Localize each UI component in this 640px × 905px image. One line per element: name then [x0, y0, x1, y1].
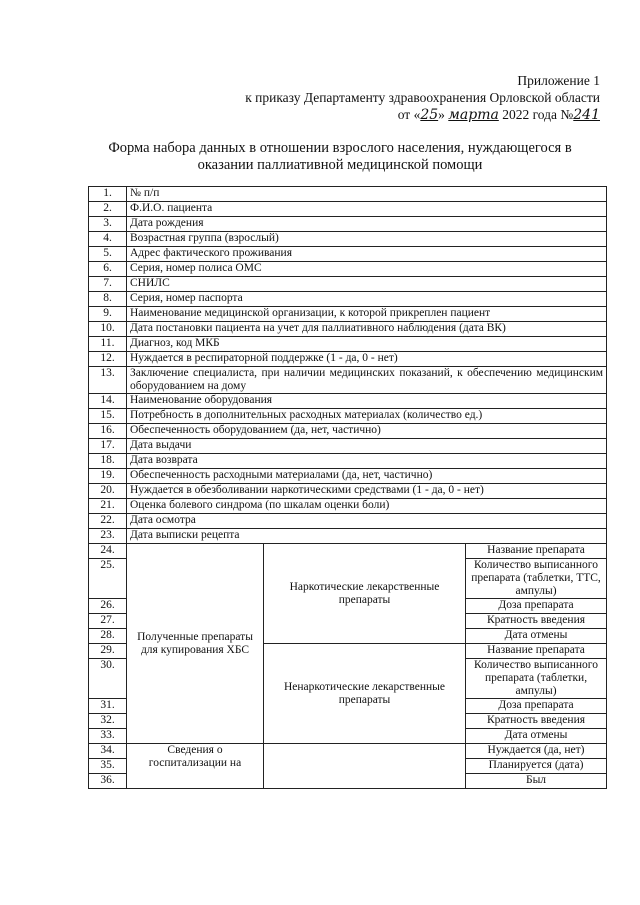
date-mid: »: [438, 107, 445, 122]
table-row: [89, 367, 607, 394]
row-number: 9.: [89, 307, 127, 322]
row-field-name: Дата рождения: [127, 217, 607, 232]
row-number: 34.: [89, 744, 127, 759]
table-row: [89, 424, 607, 439]
order-reference: к приказу Департаменту здравоохранения Орловской области: [245, 90, 600, 105]
row-number: 7.: [89, 277, 127, 292]
row-number: 35.: [89, 759, 127, 774]
row-number: 33.: [89, 729, 127, 744]
row-field-name: Оценка болевого синдрома (по шкалам оценки боли): [127, 499, 607, 514]
row-number: 12.: [89, 352, 127, 367]
row-number: 5.: [89, 247, 127, 262]
row-number: 19.: [89, 469, 127, 484]
row-number: 28.: [89, 629, 127, 644]
row-field-name: Нуждается в респираторной поддержке (1 - да, 0 - нет): [127, 352, 607, 367]
row-field-name: Нуждается в обезболивании наркотическими средствами (1 - да, 0 - нет): [127, 484, 607, 499]
table-row: [89, 409, 607, 424]
row-field-name: СНИЛС: [127, 277, 607, 292]
row-number: 17.: [89, 439, 127, 454]
row-number: 13.: [89, 367, 127, 394]
row-number: 27.: [89, 614, 127, 629]
table-row: [89, 352, 607, 367]
row-number: 2.: [89, 202, 127, 217]
row-field-name: Доза препарата: [466, 699, 607, 714]
appendix-label: Приложение 1: [517, 73, 600, 88]
row-number: 16.: [89, 424, 127, 439]
group-narcotic-label: Наркотические лекарственные препараты: [264, 544, 466, 644]
row-number: 11.: [89, 337, 127, 352]
row-field-name: Был: [466, 774, 607, 789]
order-date-line: [398, 106, 600, 124]
row-number: 15.: [89, 409, 127, 424]
handwritten-month: марта: [448, 107, 499, 123]
row-field-name: Доза препарата: [466, 599, 607, 614]
row-field-name: Дата выдачи: [127, 439, 607, 454]
form-title: Форма набора данных в отношении взрослого населения, нуждающегося в оказании паллиативной медицинской помощи: [108, 140, 572, 173]
row-field-name: Количество выписанного препарата (таблетки, ампулы): [466, 659, 607, 699]
group-hbs-label: Полученные препараты для купирования ХБС: [127, 544, 264, 744]
group-hospitalization-empty: [264, 744, 466, 789]
row-number: 26.: [89, 599, 127, 614]
row-field-name: Дата постановки пациента на учет для паллиативного наблюдения (дата ВК): [127, 322, 607, 337]
table-row: [89, 262, 607, 277]
table-row: [89, 394, 607, 409]
row-field-name: Планируется (дата): [466, 759, 607, 774]
handwritten-day: 25: [420, 107, 439, 123]
row-field-name: Потребность в дополнительных расходных материалах (количество ед.): [127, 409, 607, 424]
row-field-name: Дата осмотра: [127, 514, 607, 529]
table-row: [89, 499, 607, 514]
handwritten-order-number: 241: [573, 107, 600, 123]
row-field-name: Кратность введения: [466, 614, 607, 629]
row-field-name: Количество выписанного препарата (таблетки, ТТС, ампулы): [466, 559, 607, 599]
table-row: [89, 202, 607, 217]
table-row: [89, 232, 607, 247]
table-row: [89, 529, 607, 544]
group-non_narcotic-label: Ненаркотические лекарственные препараты: [264, 644, 466, 744]
row-field-name: Заключение специалиста, при наличии медицинских показаний, к обеспечению медицинским оборудованием на дому: [127, 367, 607, 394]
row-number: 8.: [89, 292, 127, 307]
row-field-name: Дата возврата: [127, 454, 607, 469]
group-hospitalization-label: Сведения о госпитализации на: [127, 744, 264, 789]
row-number: 6.: [89, 262, 127, 277]
row-field-name: Кратность введения: [466, 714, 607, 729]
row-field-name: Обеспеченность расходными материалами (да, нет, частично): [127, 469, 607, 484]
row-number: 14.: [89, 394, 127, 409]
date-year: 2022 года №: [502, 107, 574, 122]
row-field-name: Диагноз, код МКБ: [127, 337, 607, 352]
table-row: [89, 187, 607, 202]
table-row: [89, 277, 607, 292]
row-number: 31.: [89, 699, 127, 714]
row-number: 10.: [89, 322, 127, 337]
row-number: 25.: [89, 559, 127, 599]
table-row: [89, 744, 607, 759]
table-row: [89, 544, 607, 559]
row-field-name: № п/п: [127, 187, 607, 202]
row-field-name: Наименование медицинской организации, к которой прикреплен пациент: [127, 307, 607, 322]
row-number: 23.: [89, 529, 127, 544]
row-number: 30.: [89, 659, 127, 699]
table-row: [89, 292, 607, 307]
row-number: 24.: [89, 544, 127, 559]
row-field-name: Адрес фактического проживания: [127, 247, 607, 262]
row-field-name: Возрастная группа (взрослый): [127, 232, 607, 247]
row-number: 1.: [89, 187, 127, 202]
date-prefix: от «: [397, 107, 421, 122]
table-row: [89, 514, 607, 529]
table-row: [89, 439, 607, 454]
table-row: [89, 247, 607, 262]
row-number: 18.: [89, 454, 127, 469]
row-number: 22.: [89, 514, 127, 529]
row-number: 32.: [89, 714, 127, 729]
row-field-name: Дата отмены: [466, 729, 607, 744]
table-row: [89, 322, 607, 337]
row-number: 4.: [89, 232, 127, 247]
row-field-name: Нуждается (да, нет): [466, 744, 607, 759]
row-field-name: Название препарата: [466, 644, 607, 659]
row-number: 20.: [89, 484, 127, 499]
row-field-name: Обеспеченность оборудованием (да, нет, частично): [127, 424, 607, 439]
row-field-name: Наименование оборудования: [127, 394, 607, 409]
row-field-name: Название препарата: [466, 544, 607, 559]
table-row: [89, 307, 607, 322]
row-field-name: Серия, номер паспорта: [127, 292, 607, 307]
row-field-name: Дата отмены: [466, 629, 607, 644]
table-row: [89, 454, 607, 469]
table-row: [89, 484, 607, 499]
table-row: [89, 217, 607, 232]
row-number: 21.: [89, 499, 127, 514]
row-field-name: Ф.И.О. пациента: [127, 202, 607, 217]
row-number: 29.: [89, 644, 127, 659]
row-number: 36.: [89, 774, 127, 789]
row-field-name: Дата выписки рецепта: [127, 529, 607, 544]
table-row: [89, 337, 607, 352]
table-row: [89, 469, 607, 484]
row-number: 3.: [89, 217, 127, 232]
row-field-name: Серия, номер полиса ОМС: [127, 262, 607, 277]
data-set-table: [88, 186, 607, 789]
